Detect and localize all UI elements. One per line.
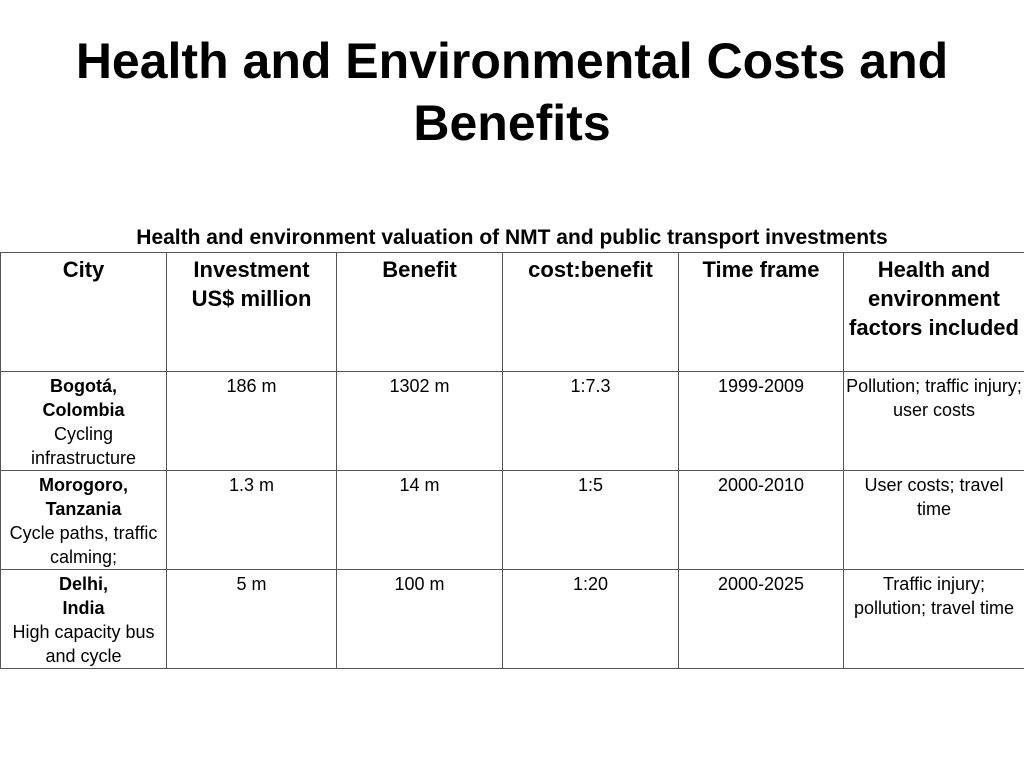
table-row — [1, 372, 1024, 471]
header-city: City — [1, 253, 167, 372]
city-description: Cycling infrastructure — [30, 424, 137, 468]
city-name-line1: Delhi, — [58, 574, 108, 594]
city-name-line2: Tanzania — [45, 499, 122, 519]
header-investment: Investment US$ million — [167, 253, 337, 372]
city-name-line2: India — [62, 598, 105, 618]
city-name-line1: Bogotá, — [50, 376, 117, 396]
factors-cell: Pollution; traffic injury; user costs — [844, 372, 1024, 471]
cost-benefit-cell: 1:5 — [503, 471, 679, 570]
table-caption: Health and environment valuation of NMT and public transport investments — [136, 226, 888, 249]
benefit-cell: 1302 m — [337, 372, 503, 471]
table-row — [1, 471, 1024, 570]
city-cell — [1, 471, 167, 570]
investment-cell: 5 m — [167, 570, 337, 669]
city-cell — [1, 372, 167, 471]
slide-title: Health and Environmental Costs and Benefits — [75, 33, 949, 151]
header-factors: Health and environment factors included — [844, 253, 1024, 372]
factors-cell: Traffic injury; pollution; travel time — [844, 570, 1024, 669]
factors-cell: User costs; travel time — [844, 471, 1024, 570]
time-frame-cell: 2000-2025 — [679, 570, 844, 669]
valuation-table — [0, 252, 1024, 669]
city-cell — [1, 570, 167, 669]
investment-cell: 186 m — [167, 372, 337, 471]
cost-benefit-cell: 1:20 — [503, 570, 679, 669]
header-benefit: Benefit — [337, 253, 503, 372]
header-cost-benefit: cost:benefit — [503, 253, 679, 372]
city-description: High capacity bus and cycle — [12, 622, 155, 666]
benefit-cell: 14 m — [337, 471, 503, 570]
cost-benefit-cell: 1:7.3 — [503, 372, 679, 471]
time-frame-cell: 1999-2009 — [679, 372, 844, 471]
table-header-row — [1, 253, 1024, 372]
time-frame-cell: 2000-2010 — [679, 471, 844, 570]
investment-cell: 1.3 m — [167, 471, 337, 570]
city-name-line1: Morogoro, — [39, 475, 128, 495]
city-name-line2: Colombia — [42, 400, 125, 420]
table-row — [1, 570, 1024, 669]
benefit-cell: 100 m — [337, 570, 503, 669]
header-time-frame: Time frame — [679, 253, 844, 372]
city-description: Cycle paths, traffic calming; — [9, 523, 158, 567]
